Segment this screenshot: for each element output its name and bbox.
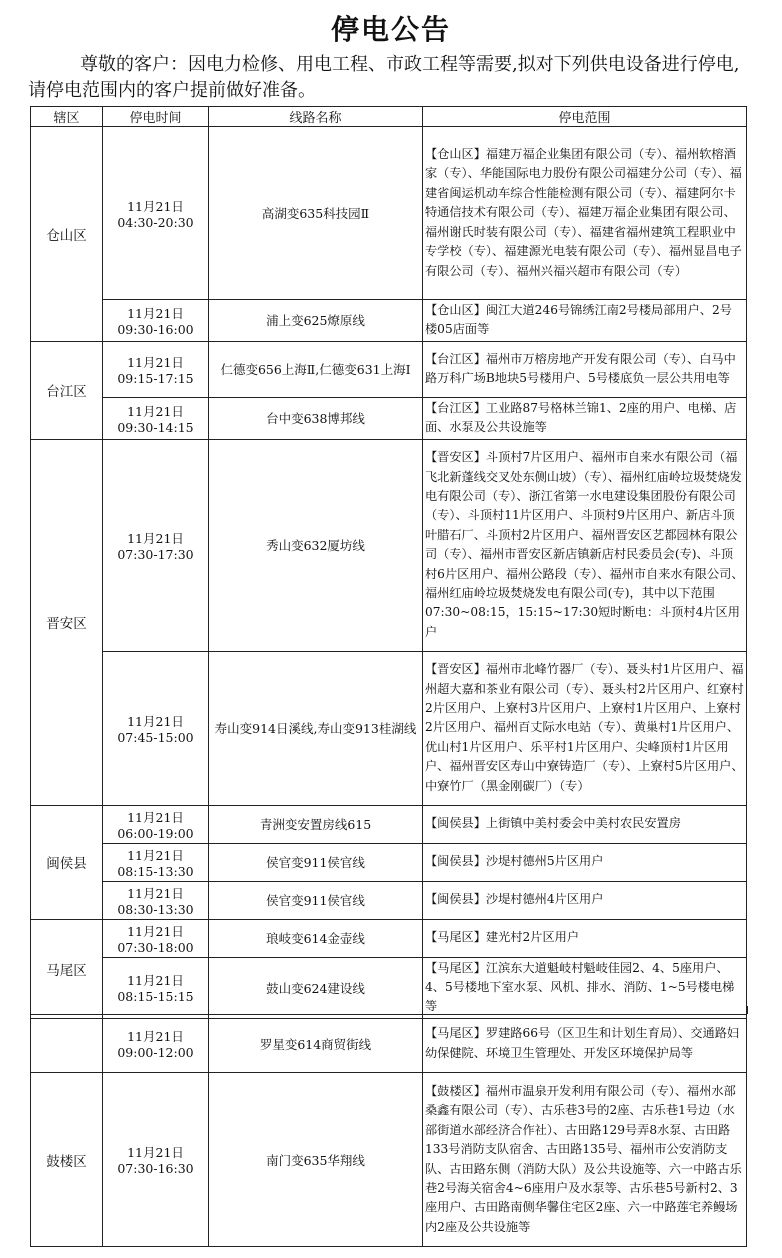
time-range-text: 09:00-12:00	[117, 1045, 194, 1060]
district-cell: 仓山区	[31, 127, 103, 342]
time-cell	[103, 805, 209, 843]
date-text: 11月21日	[127, 847, 184, 863]
line-cell: 秀山变632厦坊线	[209, 439, 423, 651]
date-text: 11月21日	[127, 923, 184, 939]
date-text: 11月21日	[127, 354, 184, 370]
time-cell	[103, 651, 209, 805]
table-row	[31, 843, 747, 881]
line-cell: 仁德变656上海Ⅱ,仁德变631上海Ⅰ	[209, 341, 423, 397]
time-cell	[103, 843, 209, 881]
line-cell: 鼓山变624建设线	[209, 957, 423, 1018]
scope-cell: 【台江区】工业路87号格林兰锦1、2座的用户、电梯、店面、水泵及公共设施等	[423, 397, 747, 439]
date-text: 11月21日	[127, 403, 184, 419]
date-text: 11月21日	[127, 305, 184, 321]
scope-cell: 【马尾区】江滨东大道魁岐村魁岐佳园2、4、5座用户、4、5号楼地下室水泵、风机、排水、消防、1~5号楼电梯等	[423, 957, 747, 1018]
line-cell: 台中变638博邦线	[209, 397, 423, 439]
time-range-text: 07:30-18:00	[117, 939, 194, 955]
time-range-text: 09:30-14:15	[117, 419, 194, 435]
time-cell	[103, 397, 209, 439]
table-row	[31, 439, 747, 651]
time-range-text: 07:30-16:30	[117, 1161, 194, 1176]
table-row	[31, 651, 747, 805]
time-range-text: 08:15-13:30	[117, 863, 194, 879]
table-gap	[30, 1006, 748, 1014]
line-cell: 罗星变614商贸街线	[209, 1015, 423, 1073]
district-cell: 晋安区	[31, 439, 103, 805]
scope-cell: 【晋安区】斗顶村7片区用户、福州市自来水有限公司（福飞北新蓬线交叉处东侧山坡）（专）、福州红庙岭垃圾焚烧发电有限公司（专）、浙江省第一水电建设集团股份有限公司（专）、斗顶村11片区用户、斗顶村9片区用户、新店斗顶叶腊石厂、斗顶村2片区用户、福州晋安区艺都园林有限公司（专）、福州市晋安区新店镇新店村民委员会(专)、斗顶村6片区用户、福州公路段（专）、福州市自来水有限公司、福州红庙岭垃圾焚烧发电有限公司(专)，其中以下范围07:30~08:15，15:15~17:30短时断电：斗顶村4片区用户	[423, 439, 747, 651]
table-row	[31, 341, 747, 397]
line-cell: 浦上变625燎原线	[209, 300, 423, 342]
table-row	[31, 300, 747, 342]
table-row	[31, 1073, 747, 1247]
time-cell	[103, 300, 209, 342]
district-cell: 马尾区	[31, 919, 103, 1018]
scope-cell: 【晋安区】福州市北峰竹器厂（专）、聂头村1片区用户、福州超大嘉和茶业有限公司（专）、聂头村2片区用户、红寮村2片区用户、上寮村3片区用户、上寮村1片区用户、上寮村2片区用户、福州百丈际水电站（专）、黄巢村1片区用户、优山村1片区用户、乐平村1片区用户、尖峰顶村1片区用户、福州晋安区寿山中寮铸造厂（专）、上寮村5片区用户、中寮竹厂（黑金刚碳厂）（专）	[423, 651, 747, 805]
date-text: 11月21日	[127, 530, 184, 546]
header-time: 停电时间	[103, 107, 209, 127]
table-header-row	[31, 107, 747, 127]
scope-cell: 【台江区】福州市万榕房地产开发有限公司（专）、白马中路万科广场B地块5号楼用户、5号楼底负一层公共用电等	[423, 341, 747, 397]
header-line: 线路名称	[209, 107, 423, 127]
district-cell	[31, 1015, 103, 1073]
scope-cell: 【仓山区】闽江大道246号锦绣江南2号楼局部用户、2号楼05店面等	[423, 300, 747, 342]
line-cell: 寿山变914日溪线,寿山变913桂湖线	[209, 651, 423, 805]
time-cell	[103, 127, 209, 300]
time-cell	[103, 919, 209, 957]
time-range-text: 04:30-20:30	[117, 214, 194, 230]
header-district: 辖区	[31, 107, 103, 127]
time-cell	[103, 341, 209, 397]
outage-table	[30, 106, 747, 1019]
scope-cell: 【仓山区】福建万福企业集团有限公司（专）、福州软榕酒家（专）、华能国际电力股份有限公司福建分公司（专）、福建省闽运机动车综合性能检测有限公司（专）、福建阿尔卡特通信技术有限公司（专）、福建万福企业集团有限公司、福州谢氏时装有限公司（专）、福建省福州建筑工程职业中专学校（专）、福建源光电装有限公司（专）、福州显昌电子有限公司（专）、福州兴福兴超市有限公司（专）	[423, 127, 747, 300]
time-cell	[103, 439, 209, 651]
table-row	[31, 919, 747, 957]
line-cell: 侯官变911侯官线	[209, 843, 423, 881]
line-cell: 南门变635华翔线	[209, 1073, 423, 1247]
time-cell	[103, 1015, 209, 1073]
scope-cell: 【马尾区】建光村2片区用户	[423, 919, 747, 957]
line-cell: 高湖变635科技园Ⅱ	[209, 127, 423, 300]
time-range-text: 08:30-13:30	[117, 901, 194, 917]
table-row	[31, 127, 747, 300]
date-text: 11月21日	[127, 885, 184, 901]
district-cell: 闽侯县	[31, 805, 103, 919]
scope-cell: 【马尾区】罗建路66号（区卫生和计划生育局）、交通路妇幼保健院、环境卫生管理处、开发区环境保护局等	[423, 1015, 747, 1073]
date-text: 11月21日	[127, 1029, 184, 1044]
intro-paragraph: 尊敬的客户：因电力检修、用电工程、市政工程等需要,拟对下列供电设备进行停电,请停电范围内的客户提前做好准备。	[28, 54, 740, 101]
outage-table-continued	[30, 1014, 747, 1247]
time-range-text: 08:15-15:15	[117, 989, 194, 1005]
time-range-text: 09:30-16:00	[117, 321, 194, 337]
time-cell	[103, 1073, 209, 1247]
district-cell: 鼓楼区	[31, 1073, 103, 1247]
time-range-text: 09:15-17:15	[117, 370, 194, 386]
scope-cell: 【闽侯县】沙堤村德州5片区用户	[423, 843, 747, 881]
scope-cell: 【鼓楼区】福州市温泉开发利用有限公司（专）、福州水部桑鑫有限公司（专）、古乐巷3号的2座、古乐巷1号边（水部街道水部经济合作社）、古田路129号弄8水泵、古田路133号消防支队宿舍、古田路135号、福州市公安消防支队、古田路东侧（消防大队）及公共设施等、六一中路古乐巷2号海关宿舍4~6座用户及水泵等、古乐巷5号新村2、3座用户、古田路南侧华馨住宅区2座、六一中路莲宅养鳗场内2座及公共设施等	[423, 1073, 747, 1247]
table-row	[31, 1015, 747, 1073]
time-cell	[103, 881, 209, 919]
table-row	[31, 805, 747, 843]
date-text: 11月21日	[127, 973, 184, 989]
line-cell: 青洲变安置房线615	[209, 805, 423, 843]
date-text: 11月21日	[127, 713, 184, 729]
page-title: 停电公告	[330, 13, 451, 46]
table-row	[31, 881, 747, 919]
line-cell: 侯官变911侯官线	[209, 881, 423, 919]
date-text: 11月21日	[127, 809, 184, 825]
time-range-text: 07:30-17:30	[117, 546, 194, 562]
line-cell: 琅岐变614金壶线	[209, 919, 423, 957]
table-row	[31, 397, 747, 439]
date-text: 11月21日	[127, 1145, 184, 1160]
district-cell: 台江区	[31, 341, 103, 439]
scope-cell: 【闽侯县】上街镇中美村委会中美村农民安置房	[423, 805, 747, 843]
scope-cell: 【闽侯县】沙堤村德州4片区用户	[423, 881, 747, 919]
header-scope: 停电范围	[423, 107, 747, 127]
date-text: 11月21日	[127, 198, 184, 214]
time-range-text: 07:45-15:00	[117, 729, 194, 745]
time-range-text: 06:00-19:00	[117, 825, 194, 841]
